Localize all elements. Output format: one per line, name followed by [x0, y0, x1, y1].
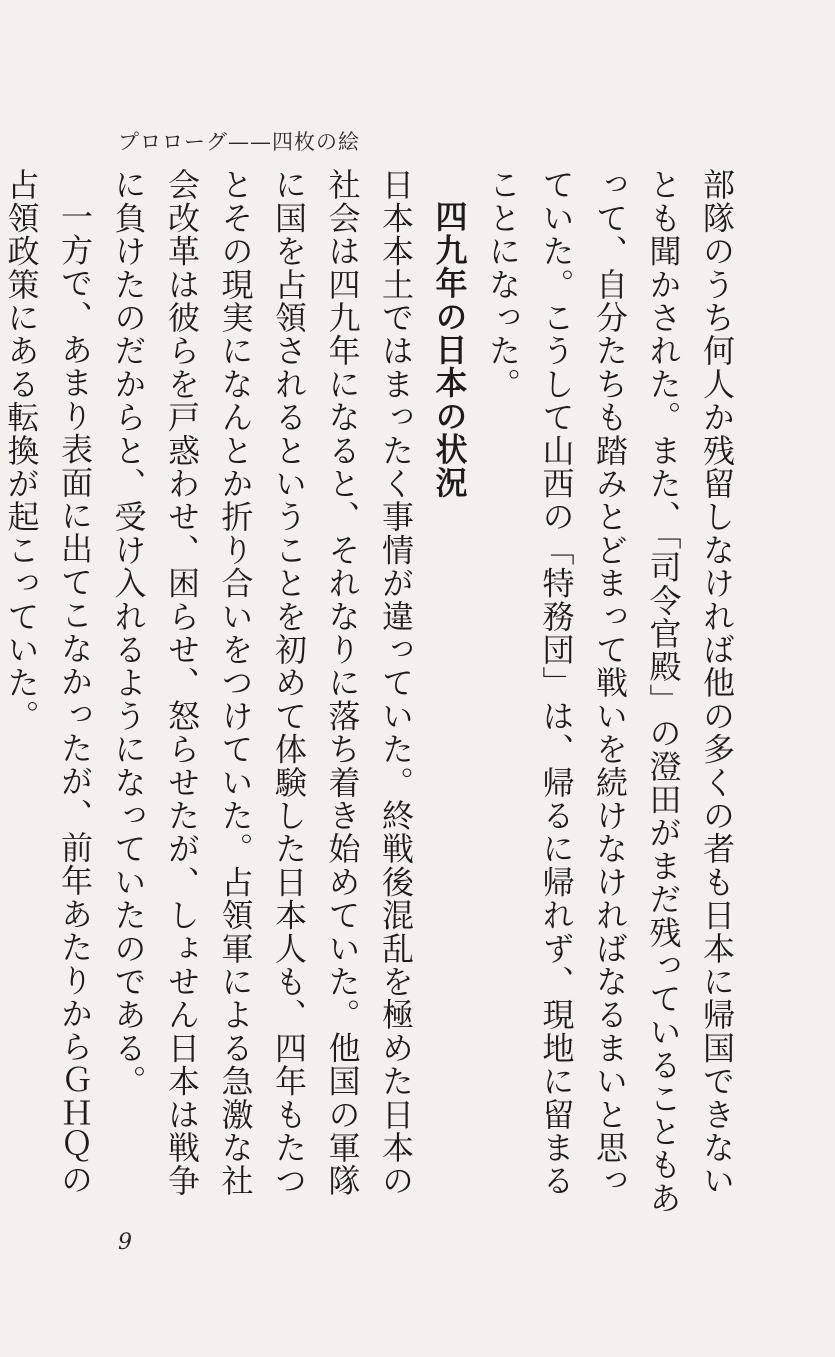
paragraph-1: 部隊のうち何人か残留しなければ他の多くの者も日本に帰国できないとも聞かされた。また、「司令官殿」の澄田がまだ残っていることもあって、自分たちも踏みとどまって戦いを続けなければなるまいと思っていた。こうして山西の「特務団」は、帰るに帰れず、現地に留まることになった。	[484, 168, 736, 1215]
body-text	[2, 168, 743, 1218]
running-head: プロローグ——四枚の絵	[118, 130, 360, 154]
page-number: 9	[118, 1230, 132, 1255]
section-heading: 四九年の日本の状況	[430, 200, 469, 499]
paragraph-2: 日本本土ではまったく事情が違っていた。終戦後混乱を極めた日本の社会は四九年になると、それなりに落ち着き始めていた。他国の軍隊に国を占領されるということを初めて体験した日本人も、四年もたつとその現実になんとか折り合いをつけていた。占領軍による急激な社会改革は彼らを戸惑わせ、困らせ、怒らせたが、しょせん日本は戦争に負けたのだからと、受け入れるようになっていたのである。	[109, 168, 415, 1198]
paragraph-3: 一方で、あまり表面に出てこなかったが、前年あたりからＧＨＱの占領政策にある転換が起こっていた。	[2, 168, 94, 1196]
